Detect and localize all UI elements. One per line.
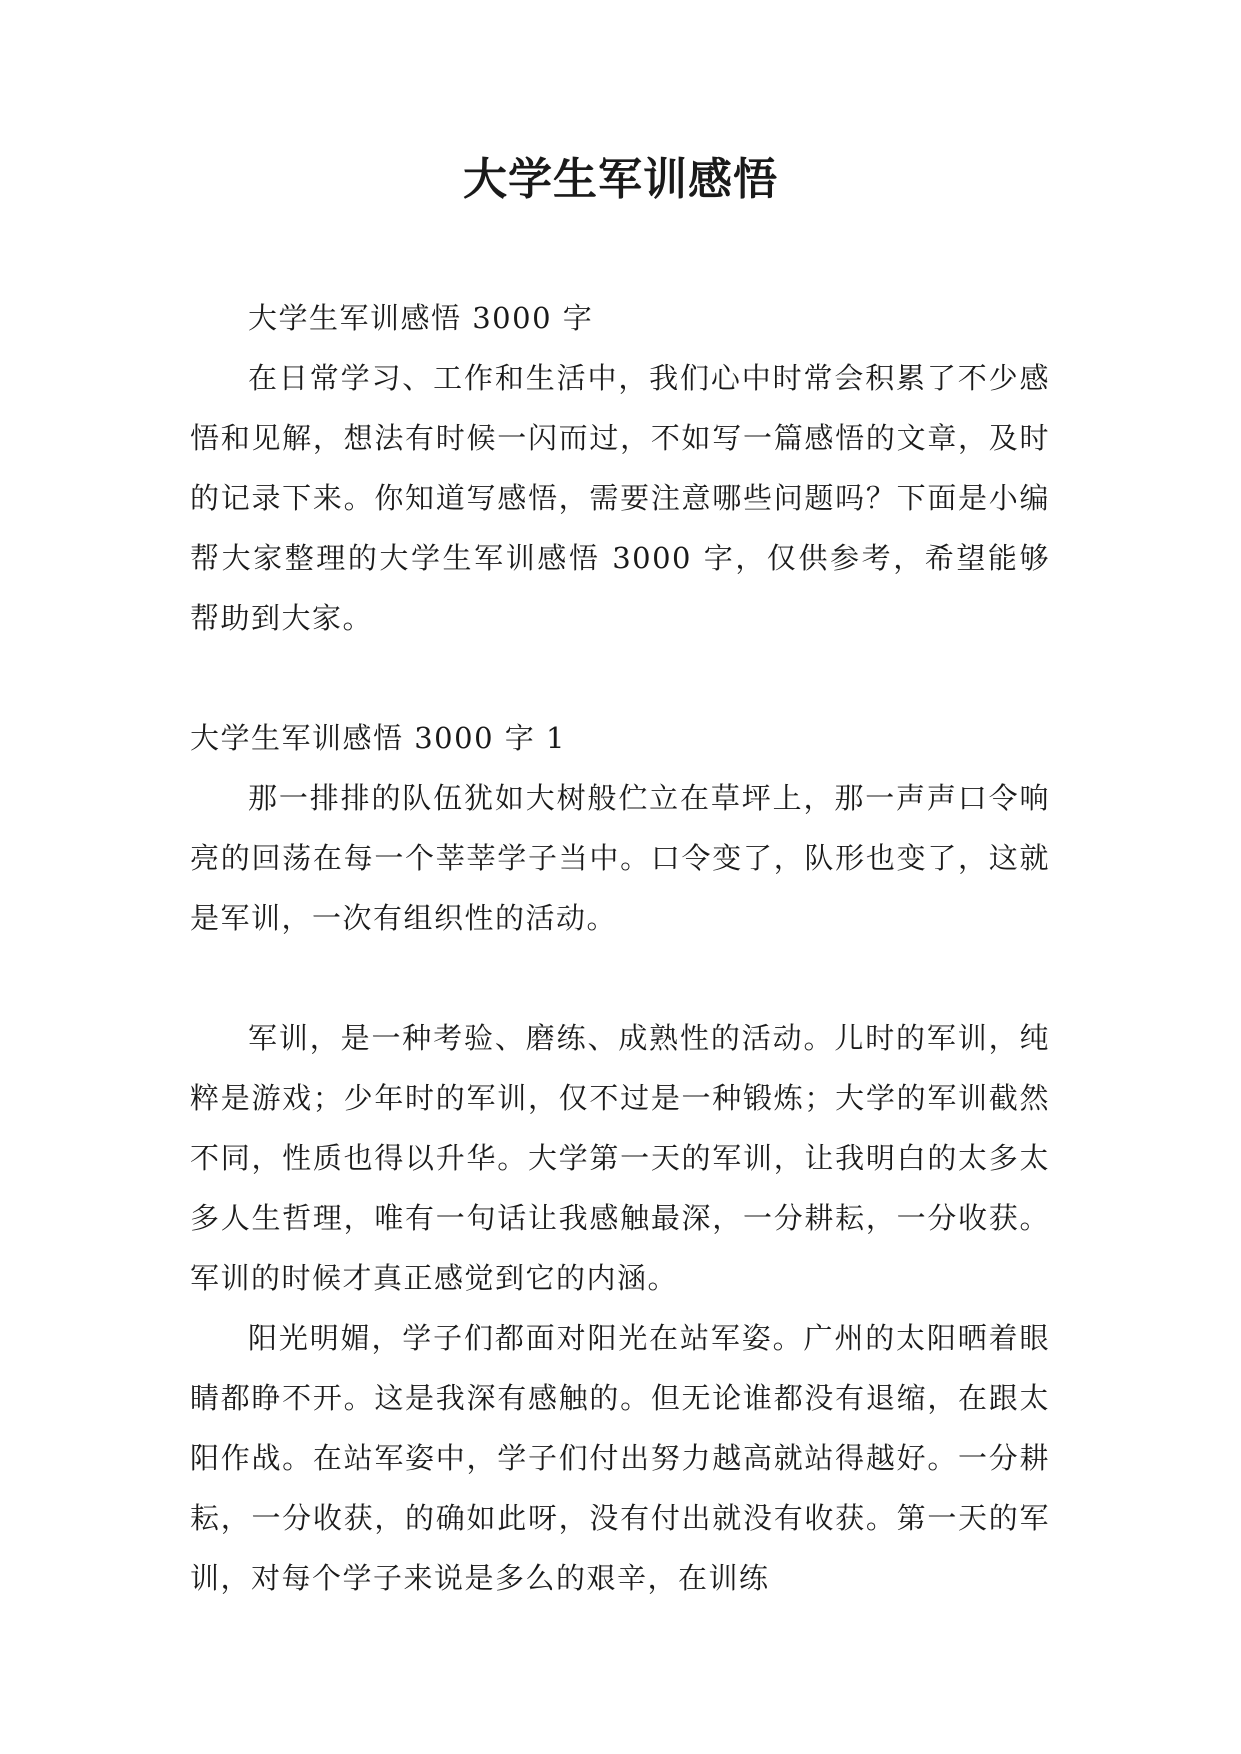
section-heading: 大学生军训感悟 3000 字 1 <box>190 721 566 755</box>
document-title: 大学生军训感悟 <box>463 154 778 205</box>
spacer <box>190 948 1050 1008</box>
document-body <box>190 288 1050 1608</box>
body-paragraph: 那一排排的队伍犹如大树般伫立在草坪上，那一声声口令响亮的回荡在每一个莘莘学子当中。口令变了，队形也变了，这就是军训，一次有组织性的活动。 <box>190 781 1050 935</box>
body-paragraph: 阳光明媚，学子们都面对阳光在站军姿。广州的太阳晒着眼睛都睁不开。这是我深有感触的。但无论谁都没有退缩，在跟太阳作战。在站军姿中，学子们付出努力越高就站得越好。一分耕耘，一分收获，的确如此呀，没有付出就没有收获。第一天的军训，对每个学子来说是多么的艰辛，在训练 <box>190 1321 1050 1595</box>
document-subtitle: 大学生军训感悟 3000 字 <box>248 301 594 335</box>
spacer <box>190 648 1050 708</box>
intro-paragraph: 在日常学习、工作和生活中，我们心中时常会积累了不少感悟和见解，想法有时候一闪而过，不如写一篇感悟的文章，及时的记录下来。你知道写感悟，需要注意哪些问题吗？下面是小编帮大家整理的大学生军训感悟 3000 字，仅供参考，希望能够帮助到大家。 <box>190 361 1050 635</box>
body-paragraph: 军训，是一种考验、磨练、成熟性的活动。儿时的军训，纯粹是游戏；少年时的军训，仅不过是一种锻炼；大学的军训截然不同，性质也得以升华。大学第一天的军训，让我明白的太多太多人生哲理，唯有一句话让我感触最深，一分耕耘，一分收获。军训的时候才真正感觉到它的内涵。 <box>190 1021 1050 1295</box>
